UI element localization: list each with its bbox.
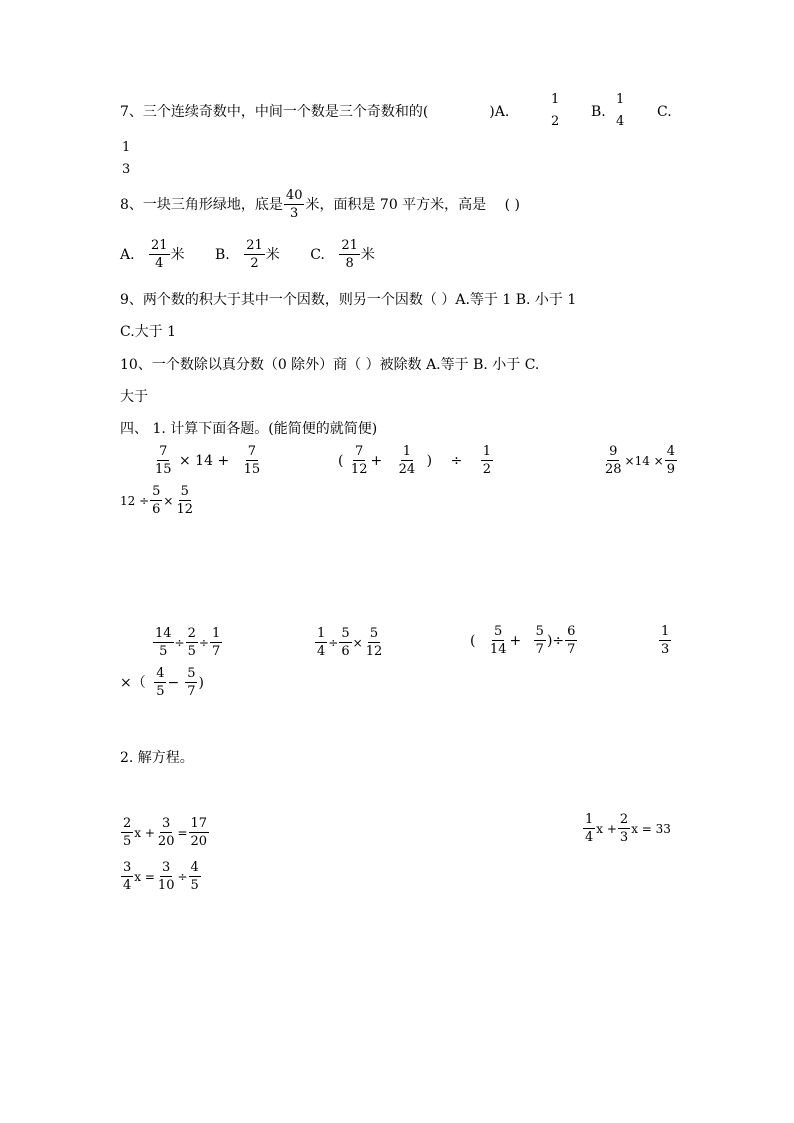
e6-n2: 5 — [341, 626, 350, 641]
q8-a-unit: 米 — [170, 246, 185, 263]
expr-6 — [314, 626, 385, 659]
e2-n1: 7 — [355, 444, 364, 459]
e5-d3: 7 — [211, 644, 221, 659]
q8-text2: 米，面积是 70 平方米，高是 — [305, 196, 487, 213]
e5-o2: ÷ — [198, 635, 209, 650]
e4-d1: 6 — [152, 502, 161, 517]
q7-option-b-label: B. — [591, 104, 606, 120]
q8-c-unit: 米 — [360, 246, 375, 263]
e7-n3: 6 — [567, 624, 576, 639]
e5-n3: 1 — [211, 626, 221, 641]
e2-n3: 1 — [482, 444, 492, 459]
expr-5 — [152, 626, 223, 659]
e7-n2: 5 — [535, 624, 544, 639]
eq3-d2: 10 — [157, 878, 175, 893]
e8-rp: ) — [198, 674, 204, 691]
e3-d1: 28 — [605, 462, 622, 477]
q8-base-den: 3 — [290, 206, 299, 221]
equation-1 — [120, 816, 210, 849]
e1-op: × 14 + — [179, 452, 230, 469]
e4-n1: 5 — [152, 484, 161, 499]
e5-n2: 2 — [187, 626, 196, 641]
e2-rp: ) — [426, 452, 433, 469]
q10-line1: 10、一个数除以真分数（0 除外）商（ ）被除数 A.等于 B. 小于 C. — [120, 357, 540, 373]
question-7 — [120, 104, 509, 120]
q8-c-num: 21 — [341, 238, 358, 253]
q7-b-den: 4 — [616, 114, 625, 129]
q8-b-label: B. — [215, 246, 230, 263]
expr-7 — [470, 624, 578, 657]
e2-div: ÷ — [450, 452, 463, 469]
q7-a-num: 1 — [551, 92, 560, 107]
e4-n2: 5 — [180, 484, 189, 499]
eq2-d2: 3 — [619, 830, 629, 845]
equation-3 — [120, 860, 202, 893]
equation-2 — [582, 812, 671, 845]
eq3-d3: 5 — [190, 878, 199, 893]
e6-o1: ÷ — [328, 635, 339, 650]
e6-o2: × — [352, 635, 363, 650]
e2-n2: 1 — [402, 444, 412, 459]
section-2-heading: 2. 解方程。 — [120, 750, 194, 766]
e6-n1: 1 — [317, 626, 326, 641]
q8-b-den: 2 — [250, 256, 259, 271]
e8-lead: ×（ — [120, 674, 146, 691]
e8-n2: 4 — [156, 666, 165, 681]
q7-text: 7、三个连续奇数中，中间一个数是三个奇数和的( — [120, 104, 429, 120]
eq2-n2: 2 — [619, 812, 629, 827]
e8-n1: 1 — [661, 624, 670, 639]
expr-1 — [152, 444, 263, 477]
e8-n3: 5 — [187, 666, 196, 681]
expr-8 — [120, 666, 204, 699]
e2-d1: 12 — [350, 462, 368, 477]
q9-line1: 9、两个数的积大于其中一个因数，则另一个因数（ ）A.等于 1 B. 小于 1 — [120, 292, 577, 308]
q7-option-b — [613, 92, 627, 129]
eq2-d1: 4 — [585, 830, 594, 845]
e7-plus: + — [509, 632, 522, 649]
e3-d2: 9 — [666, 462, 676, 477]
q8-blank: ( ) — [504, 196, 521, 213]
e7-d2: 7 — [535, 642, 544, 657]
q7-c-den: 3 — [122, 162, 131, 177]
eq3-x: x = — [134, 869, 155, 884]
q8-b-num: 21 — [246, 238, 263, 253]
q10-line2: 大于 — [120, 389, 148, 405]
e8-d2: 5 — [156, 684, 165, 699]
eq3-op: ÷ — [177, 869, 188, 884]
e4-op: × — [163, 493, 174, 508]
eq1-d3: 20 — [190, 834, 208, 849]
eq1-x: x + — [134, 825, 155, 840]
e8-minus: − — [167, 674, 180, 691]
e5-d1: 5 — [159, 644, 168, 659]
e2-lp: ( — [338, 452, 344, 469]
eq2-n1: 1 — [585, 812, 594, 827]
q8-c-label: C. — [310, 246, 325, 263]
e7-n1: 5 — [494, 624, 503, 639]
e3-n1: 9 — [609, 444, 618, 459]
e6-d3: 12 — [365, 644, 383, 659]
eq1-n3: 17 — [190, 816, 208, 831]
q7-c-num: 1 — [122, 140, 131, 155]
q8-b-unit: 米 — [265, 246, 280, 263]
e1-n2: 7 — [247, 444, 257, 459]
q7-option-a — [548, 92, 562, 129]
q7-option-c — [121, 140, 133, 177]
e1-n1: 7 — [159, 444, 168, 459]
eq2-tail: x = 33 — [631, 821, 671, 836]
e7-d1: 14 — [489, 642, 507, 657]
q7-option-c-label: C. — [657, 104, 672, 120]
expr-2 — [338, 444, 494, 477]
e3-n2: 4 — [666, 444, 676, 459]
e2-d3: 2 — [482, 462, 492, 477]
expr-3 — [602, 444, 678, 477]
expr-8-fraction — [658, 624, 672, 657]
q8-a-label: A. — [120, 246, 135, 263]
section-4-heading: 四、 1. 计算下面各题。(能简便的就简便) — [120, 421, 378, 437]
e5-o1: ÷ — [174, 635, 185, 650]
e6-d2: 6 — [341, 644, 350, 659]
q8-c-den: 8 — [345, 256, 354, 271]
eq1-n1: 2 — [123, 816, 132, 831]
q8-base-num: 40 — [285, 188, 303, 203]
q9-line2: C.大于 1 — [120, 324, 177, 340]
e6-d1: 4 — [317, 644, 326, 659]
eq1-n2: 3 — [162, 816, 171, 831]
q8-a-den: 4 — [155, 256, 164, 271]
q7-option-a-label: )A. — [489, 104, 510, 120]
eq3-n2: 3 — [162, 860, 171, 875]
e7-lp: ( — [470, 632, 476, 649]
e4-d2: 12 — [176, 502, 194, 517]
q7-b-num: 1 — [616, 92, 625, 107]
eq3-n1: 3 — [123, 860, 132, 875]
e1-d2: 15 — [243, 462, 261, 477]
q8-a-num: 21 — [151, 238, 168, 253]
eq1-d1: 5 — [123, 834, 132, 849]
e5-n1: 14 — [155, 626, 172, 641]
e5-d2: 5 — [187, 644, 196, 659]
e8-d3: 7 — [187, 684, 196, 699]
eq1-d2: 20 — [157, 834, 175, 849]
q8-text: 8、一块三角形绿地，底是 — [120, 196, 283, 213]
q7-a-den: 2 — [551, 114, 560, 129]
eq3-n3: 4 — [190, 860, 199, 875]
e1-d1: 15 — [155, 462, 172, 477]
e8-d1: 3 — [661, 642, 670, 657]
expr-4 — [120, 484, 196, 517]
e7-d3: 7 — [567, 642, 576, 657]
question-8 — [120, 188, 520, 221]
eq2-x: x + — [596, 821, 617, 836]
q8-options — [120, 238, 375, 271]
e2-plus: + — [370, 452, 383, 469]
eq3-d1: 4 — [123, 878, 132, 893]
e7-rp: )÷ — [546, 632, 565, 649]
eq1-eq: = — [177, 825, 188, 840]
e4-lead: 12 ÷ — [120, 493, 150, 508]
e6-n3: 5 — [369, 626, 379, 641]
e2-d2: 24 — [398, 462, 416, 477]
e3-op: ×14 × — [624, 453, 664, 468]
